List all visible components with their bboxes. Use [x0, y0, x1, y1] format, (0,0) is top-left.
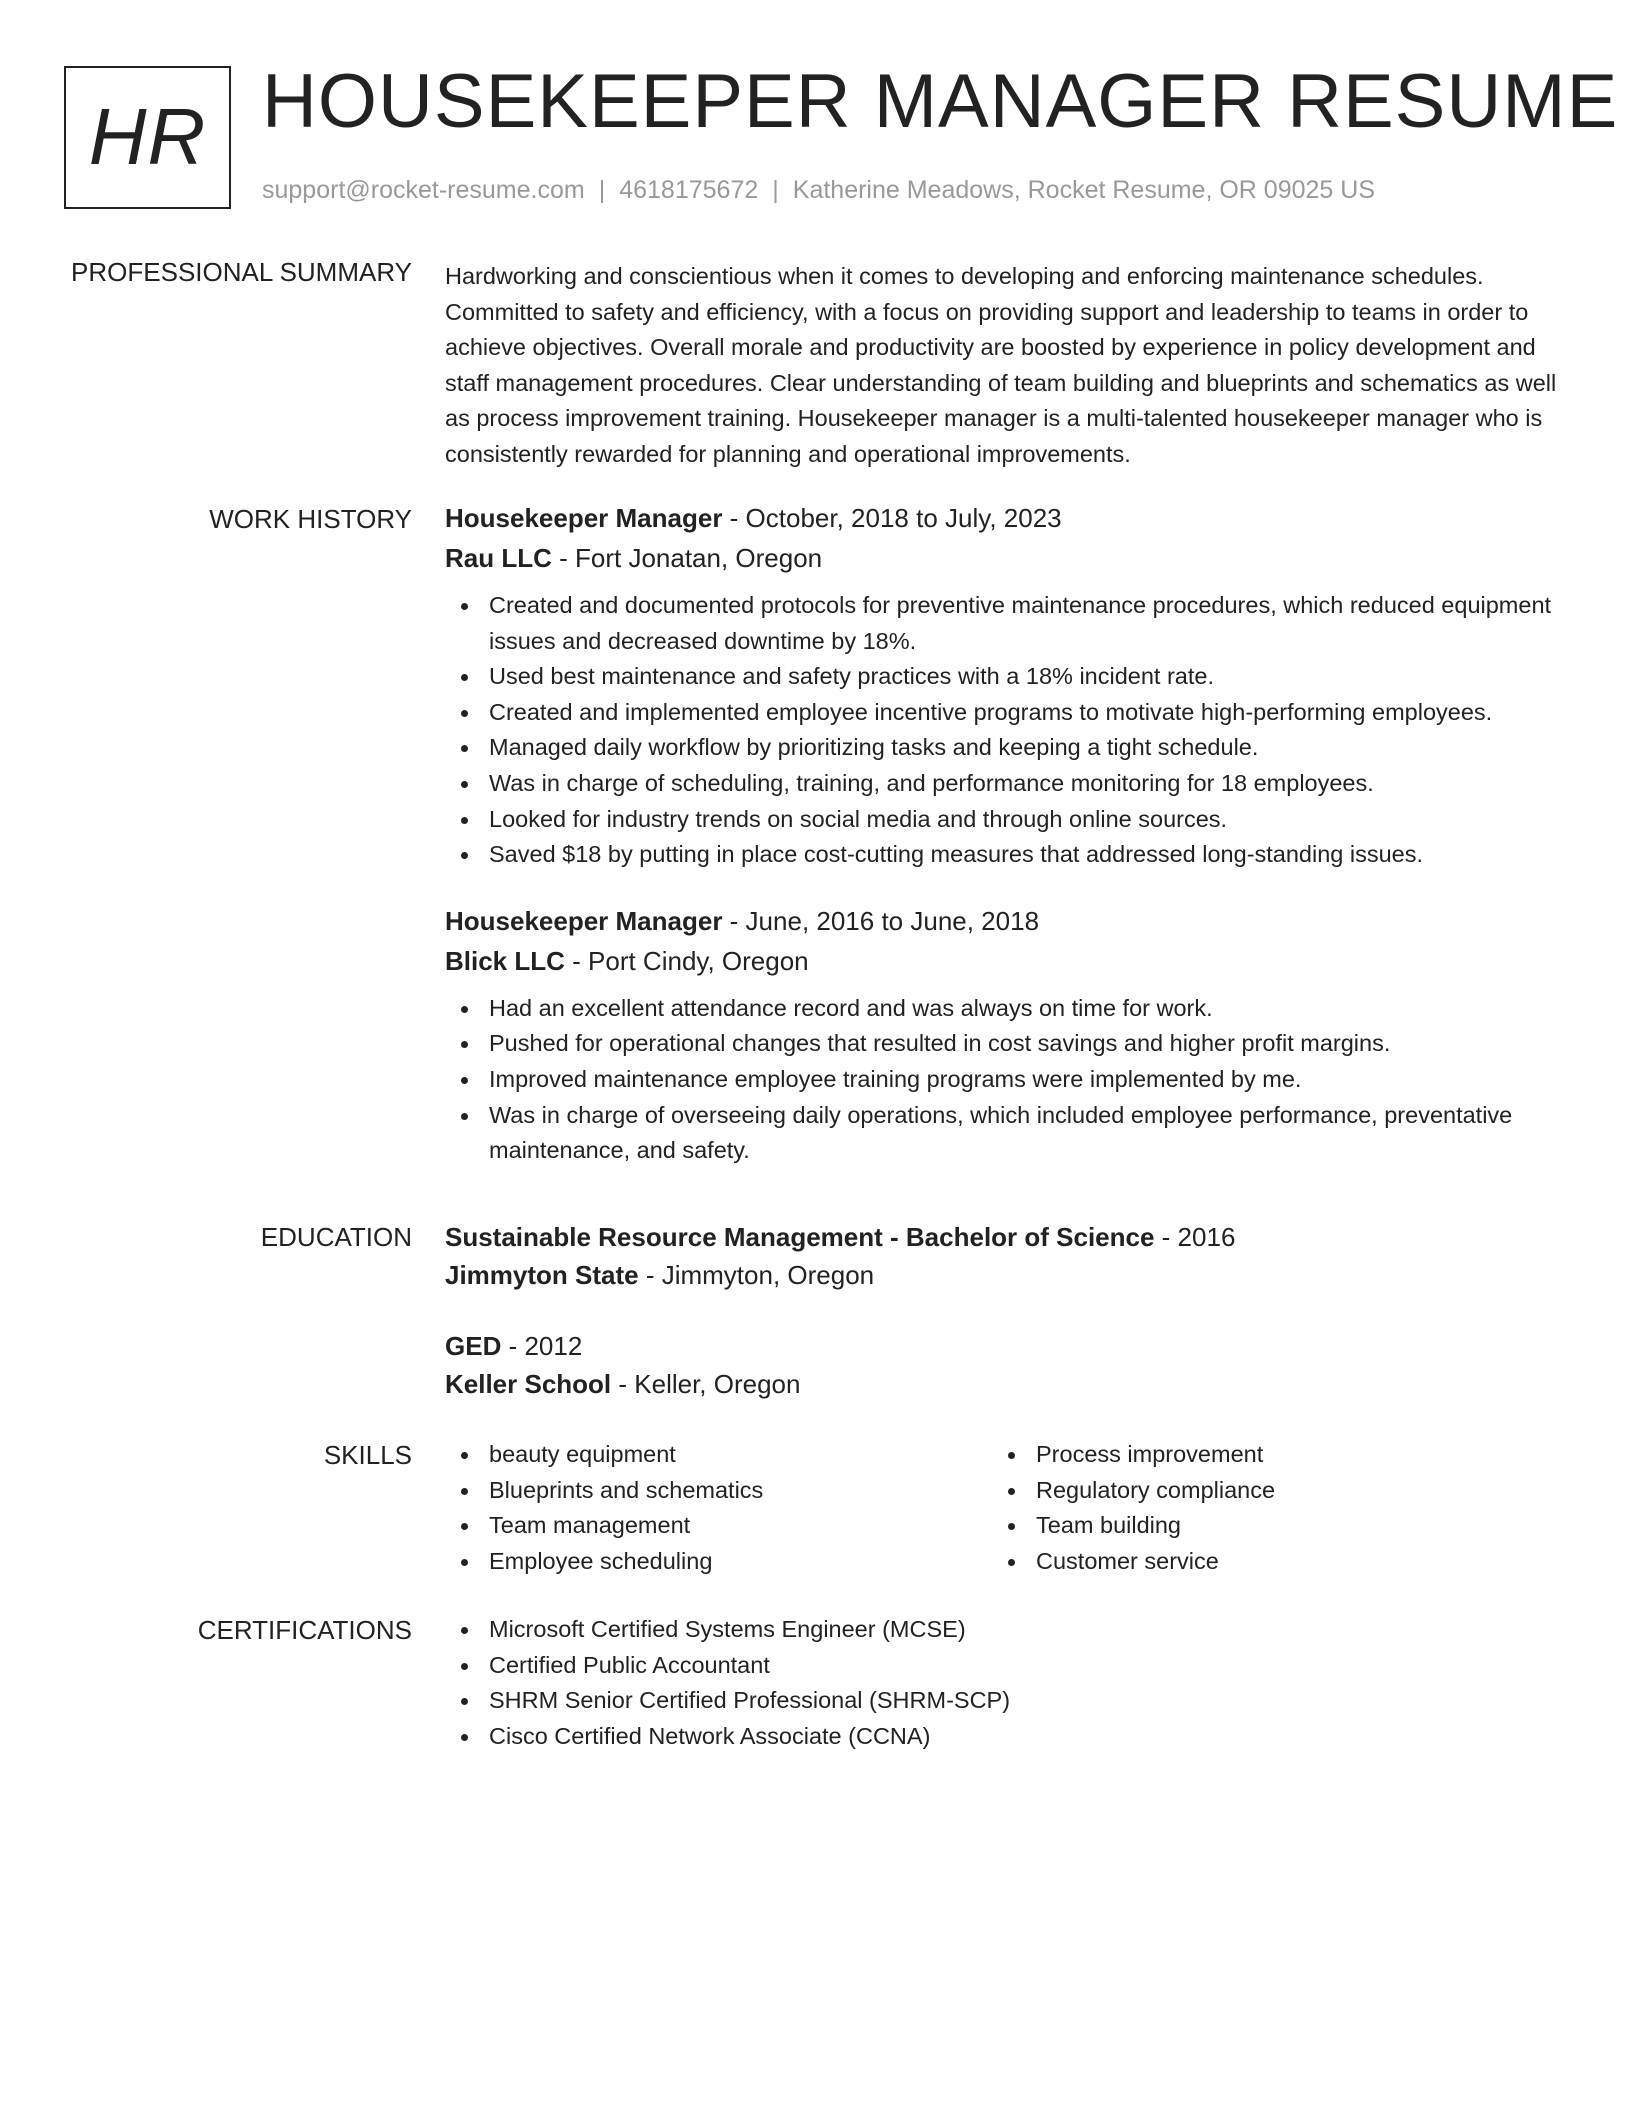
job-dates: - October, 2018 to July, 2023	[722, 503, 1062, 533]
list-item: Employee scheduling	[445, 1544, 992, 1580]
degree-year: - 2016	[1154, 1222, 1236, 1252]
school: Keller School	[445, 1369, 612, 1399]
section-label-certifications: CERTIFICATIONS	[197, 1615, 412, 1645]
job-company: Rau LLC	[445, 543, 552, 573]
list-item: Certified Public Accountant	[445, 1648, 1565, 1684]
job-title: Housekeeper Manager	[445, 905, 723, 936]
list-item: Was in charge of scheduling, training, and performance monitoring for 18 employees.	[445, 766, 1565, 802]
section-label-skills: SKILLS	[323, 1440, 412, 1470]
job-entry	[445, 498, 1565, 873]
list-item: Created and implemented employee incentive programs to motivate high-performing employees.	[445, 695, 1565, 731]
list-item: Looked for industry trends on social media and through online sources.	[445, 802, 1565, 838]
skills-list-right	[992, 1437, 1539, 1579]
education-body	[445, 1218, 1565, 1403]
job-company-line	[445, 941, 1565, 981]
list-item: Used best maintenance and safety practices with a 18% incident rate.	[445, 659, 1565, 695]
list-item: Created and documented protocols for preventive maintenance procedures, which reduced equipment issues and decreased downtime by 18%.	[445, 588, 1565, 659]
monogram-initials: HR	[88, 91, 207, 181]
list-item: Was in charge of overseeing daily operations, which included employee performance, preventative maintenance, and safety.	[445, 1098, 1565, 1169]
contact-phone: 4618175672	[619, 176, 759, 204]
contact-line	[262, 176, 1375, 205]
school-line	[445, 1365, 1565, 1403]
list-item: Microsoft Certified Systems Engineer (MCSE)	[445, 1612, 1565, 1648]
degree-line	[445, 1327, 1565, 1365]
job-title-line	[445, 901, 1565, 941]
job-company: Blick LLC	[445, 945, 565, 976]
separator: |	[598, 176, 606, 204]
contact-email: support@rocket-resume.com	[262, 176, 585, 204]
job-location: - Port Cindy, Oregon	[564, 945, 809, 976]
job-title-line	[445, 498, 1565, 538]
list-item: Blueprints and schematics	[445, 1473, 992, 1509]
job-entry	[445, 901, 1565, 1169]
job-company-line	[445, 538, 1565, 578]
job-dates: - June, 2016 to June, 2018	[722, 905, 1040, 936]
certifications-body	[445, 1612, 1565, 1754]
list-item: Cisco Certified Network Associate (CCNA)	[445, 1719, 1565, 1755]
skills-columns	[445, 1437, 1565, 1579]
list-item: beauty equipment	[445, 1437, 992, 1473]
work-history-body	[445, 498, 1565, 1169]
education-entry	[445, 1327, 1565, 1403]
job-title: Housekeeper Manager	[445, 503, 723, 533]
degree: GED	[445, 1331, 502, 1361]
job-location: - Fort Jonatan, Oregon	[551, 543, 823, 573]
summary-text: Hardworking and conscientious when it comes to developing and enforcing maintenance schedules. Committed to safety and efficiency, with a focus on providing support and leadership to teams in order to achieve objectives. Overall morale and productivity are boosted by experience in policy development and staff management procedures. Clear understanding of team building and blueprints and schematics as well as process improvement training. Housekeeper manager is a multi-talented housekeeper manager who is consistently rewarded for planning and operational improvements.	[445, 263, 1557, 467]
list-item: Regulatory compliance	[992, 1473, 1539, 1509]
contact-address: Katherine Meadows, Rocket Resume, OR 09025 US	[792, 176, 1375, 204]
list-item: Saved $18 by putting in place cost-cutting measures that addressed long-standing issues.	[445, 837, 1565, 873]
school: Jimmyton State	[445, 1260, 639, 1290]
job-bullets	[445, 588, 1565, 873]
degree-line	[445, 1218, 1565, 1256]
list-item: Pushed for operational changes that resulted in cost savings and higher profit margins.	[445, 1026, 1565, 1062]
degree: Sustainable Resource Management - Bachelor of Science	[445, 1222, 1155, 1252]
separator: |	[772, 176, 779, 204]
job-bullets	[445, 991, 1565, 1169]
list-item: SHRM Senior Certified Professional (SHRM-SCP)	[445, 1683, 1565, 1719]
degree-year: - 2012	[501, 1331, 583, 1361]
list-item: Managed daily workflow by prioritizing tasks and keeping a tight schedule.	[445, 730, 1565, 766]
list-item: Team management	[445, 1508, 992, 1544]
school-location: - Jimmyton, Oregon	[638, 1260, 875, 1290]
list-item: Team building	[992, 1508, 1539, 1544]
section-label-education: EDUCATION	[260, 1222, 412, 1252]
school-line	[445, 1256, 1565, 1294]
skills-list-left	[445, 1437, 992, 1579]
list-item: Process improvement	[992, 1437, 1539, 1473]
education-entry	[445, 1218, 1565, 1294]
list-item: Customer service	[992, 1544, 1539, 1580]
resume-title: HOUSEKEEPER MANAGER RESUME	[262, 59, 1619, 144]
list-item: Had an excellent attendance record and was always on time for work.	[445, 991, 1565, 1027]
certifications-list	[445, 1612, 1565, 1754]
section-label-work-history: WORK HISTORY	[209, 504, 412, 534]
school-location: - Keller, Oregon	[611, 1369, 801, 1399]
monogram-box	[64, 66, 231, 209]
skills-body	[445, 1437, 1565, 1579]
list-item: Improved maintenance employee training programs were implemented by me.	[445, 1062, 1565, 1098]
section-label-summary: PROFESSIONAL SUMMARY	[71, 257, 412, 287]
